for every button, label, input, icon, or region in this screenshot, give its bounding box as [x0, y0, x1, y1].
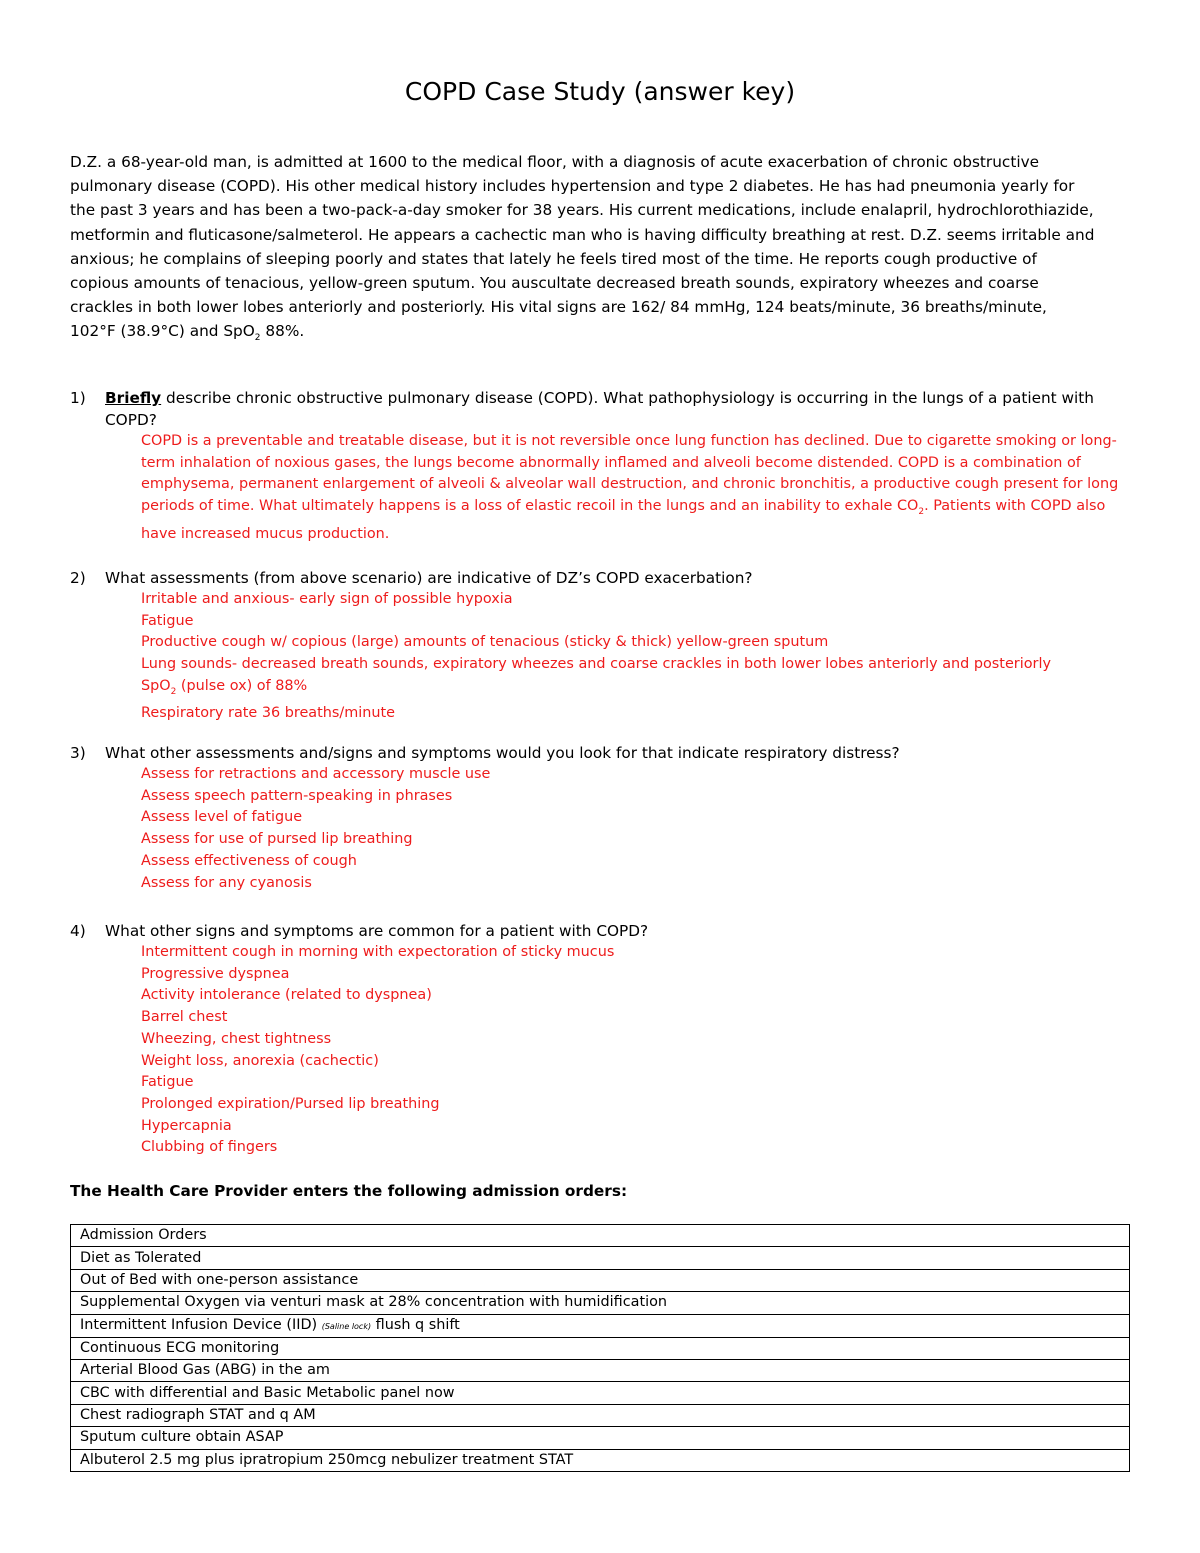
intro-line: metformin and fluticasone/salmeterol. He appears a cachectic man who is having difficulty breathing at rest. D.Z. seems irritable and — [70, 225, 1095, 244]
table-row — [71, 1449, 1130, 1471]
intro-line: D.Z. a 68-year-old man, is admitted at 1600 to the medical floor, with a diagnosis of acute exacerbation of chronic obstructive — [70, 153, 1040, 171]
orders-heading: The Health Care Provider enters the following admission orders: — [70, 1182, 628, 1200]
table-row — [71, 1292, 1130, 1314]
table-cell: Arterial Blood Gas (ABG) in the am — [71, 1359, 1130, 1381]
answer-item: Productive cough w/ copious (large) amounts of tenacious (sticky & thick) yellow-green sputum — [141, 634, 829, 651]
question-number: 2) — [70, 569, 86, 587]
answer-item: Barrel chest — [141, 1009, 228, 1026]
answer-item: Intermittent cough in morning with expectoration of sticky mucus — [141, 944, 615, 960]
answer-item: Assess for any cyanosis — [141, 874, 312, 891]
question-number: 3) — [70, 744, 86, 762]
table-cell: Continuous ECG monitoring — [71, 1337, 1130, 1359]
answer-line: have increased mucus production. — [141, 525, 390, 542]
intro-line: anxious; he complains of sleeping poorly and states that lately he feels tired most of the time. He reports cough productive of — [70, 249, 1037, 268]
answer-line: emphysema, permanent enlargement of alveoli & alveolar wall destruction, and chronic bronchitis, a productive cough present for long — [141, 476, 1119, 493]
table-row — [71, 1359, 1130, 1381]
answer-line: periods of time. What ultimately happens is a loss of elastic recoil in the lungs and an inability to exhale $CO_2$. Patients with COPD also — [141, 498, 1106, 517]
table-row — [71, 1314, 1130, 1337]
answer-item: Wheezing, chest tightness — [141, 1030, 332, 1047]
answer-item: Respiratory rate 36 breaths/minute — [141, 705, 395, 722]
answer-item: Prolonged expiration/Pursed lip breathing — [141, 1095, 440, 1112]
answer-item: Clubbing of fingers — [141, 1139, 278, 1156]
answer-item: Weight loss, anorexia (cachectic) — [141, 1052, 379, 1069]
answer-item: Activity intolerance (related to dyspnea) — [141, 987, 432, 1004]
question-4 — [70, 920, 1140, 1159]
answer-item: Lung sounds- decreased breath sounds, expiratory wheezes and coarse crackles in both lower lobes anteriorly and posteriorly — [141, 656, 1051, 673]
question-text: Briefly describe chronic obstructive pulmonary disease (COPD). What pathophysiology is occurring in the lungs of a patient with — [105, 389, 1094, 407]
question-2 — [70, 567, 1140, 725]
question-3 — [70, 742, 1140, 894]
table-cell: Supplemental Oxygen via venturi mask at 28% concentration with humidification — [71, 1292, 1130, 1314]
table-header-row — [71, 1225, 1130, 1247]
answer-line: term inhalation of noxious gases, the lungs become abnormally inflamed and alveoli become distended. COPD is a combination of — [141, 454, 1081, 471]
table-cell: Intermittent Infusion Device (IID) (Saline lock) flush q shift — [71, 1314, 1130, 1337]
answer-item: Fatigue — [141, 1074, 194, 1091]
answer-item: Assess for use of pursed lip breathing — [141, 831, 413, 848]
answer-item: Irritable and anxious- early sign of possible hypoxia — [141, 591, 513, 607]
admission-orders-table — [70, 1224, 1130, 1472]
answer-item: Assess speech pattern-speaking in phrases — [141, 787, 453, 804]
answer-list — [141, 764, 1140, 894]
answer-list — [141, 589, 1140, 725]
case-intro — [70, 150, 1130, 351]
table-cell: CBC with differential and Basic Metabolic panel now — [71, 1382, 1130, 1404]
table-header-cell: Admission Orders — [71, 1225, 1130, 1247]
answer-item: Assess level of fatigue — [141, 809, 303, 826]
answer-item: Hypercapnia — [141, 1117, 232, 1134]
answer-line: COPD is a preventable and treatable disease, but it is not reversible once lung function has declined. Due to cigarette smoking or long- — [141, 433, 1117, 449]
answer-item: Assess effectiveness of cough — [141, 852, 357, 869]
table-row — [71, 1337, 1130, 1359]
answer-item: SpO$_2$ (pulse ox) of 88% — [141, 677, 308, 697]
intro-line: crackles in both lower lobes anteriorly and posteriorly. His vital signs are 162/ 84 mmHg, 124 beats/minute, 36 breaths/minute, — [70, 298, 1047, 317]
answer-list — [141, 942, 1140, 1159]
table-cell: Albuterol 2.5 mg plus ipratropium 250mcg nebulizer treatment STAT — [71, 1449, 1130, 1471]
question-number: 1) — [70, 389, 86, 407]
question-text: What other assessments and/signs and symptoms would you look for that indicate respiratory distress? — [105, 744, 900, 762]
table-row — [71, 1269, 1130, 1291]
question-text: What other signs and symptoms are common for a patient with COPD? — [105, 922, 649, 940]
question-text-cont: COPD? — [105, 411, 157, 429]
answer-block — [141, 431, 1140, 545]
intro-line: 102°F (38.9°C) and SpO$_2$ 88%. — [70, 322, 305, 344]
answer-item: Progressive dyspnea — [141, 965, 290, 982]
answer-item: Assess for retractions and accessory muscle use — [141, 766, 491, 782]
table-cell: Out of Bed with one-person assistance — [71, 1269, 1130, 1291]
intro-line: pulmonary disease (COPD). His other medical history includes hypertension and type 2 diabetes. He has had pneumonia yearly for — [70, 177, 1075, 196]
table-cell: Sputum culture obtain ASAP — [71, 1427, 1130, 1449]
question-text: What assessments (from above scenario) are indicative of DZ’s COPD exacerbation? — [105, 569, 753, 587]
table-row — [71, 1427, 1130, 1449]
intro-line: copious amounts of tenacious, yellow-green sputum. You auscultate decreased breath sounds, expiratory wheezes and coarse — [70, 274, 1039, 293]
question-number: 4) — [70, 922, 86, 940]
question-1 — [70, 387, 1140, 545]
table-row — [71, 1382, 1130, 1404]
table-row — [71, 1247, 1130, 1269]
page-title: COPD Case Study (answer key) — [404, 77, 796, 106]
table-row — [71, 1404, 1130, 1426]
table-cell: Diet as Tolerated — [71, 1247, 1130, 1269]
answer-item: Fatigue — [141, 612, 194, 629]
intro-line: the past 3 years and has been a two-pack-a-day smoker for 38 years. His current medications, include enalapril, hydrochlorothiazide, — [70, 201, 1094, 220]
table-cell: Chest radiograph STAT and q AM — [71, 1404, 1130, 1426]
